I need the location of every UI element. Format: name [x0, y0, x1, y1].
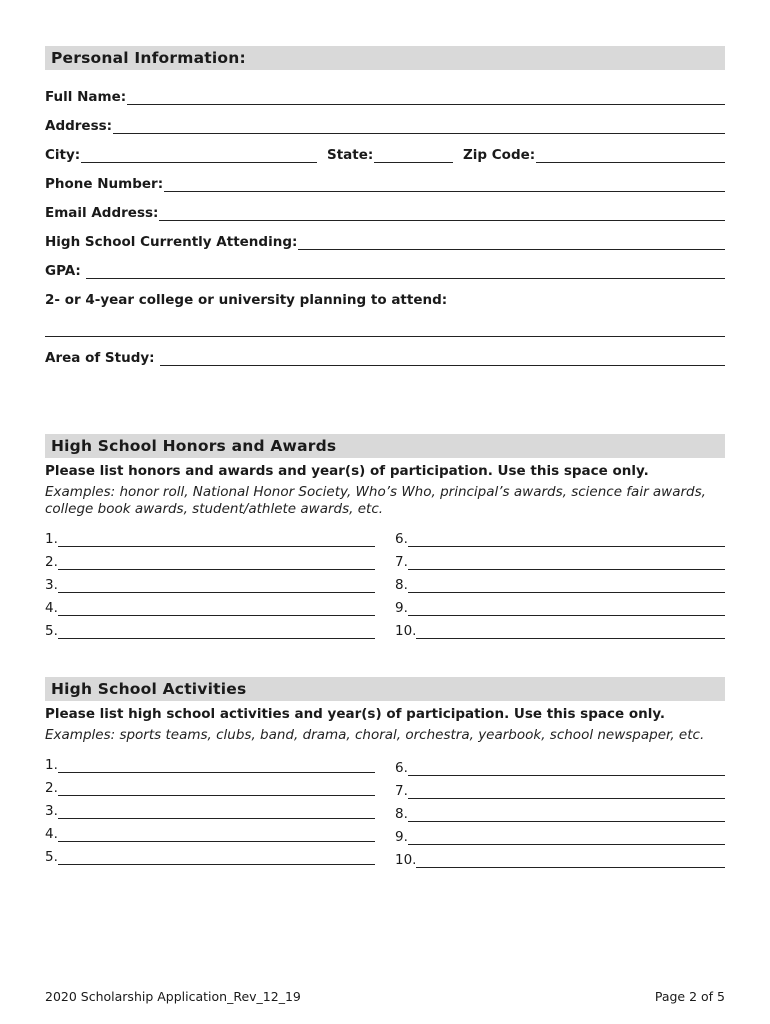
- honors-item-1: [45, 524, 375, 547]
- activities-left-column: [45, 750, 375, 868]
- activities-number: 2.: [45, 780, 58, 796]
- honors-number: 1.: [45, 531, 58, 547]
- honors-number: 9.: [395, 600, 408, 616]
- activities-number: 5.: [45, 849, 58, 865]
- activities-field-8[interactable]: [408, 807, 725, 822]
- activities-field-1[interactable]: [58, 758, 375, 773]
- activities-number: 10.: [395, 852, 417, 868]
- honors-field-2[interactable]: [58, 555, 375, 570]
- activities-item-1: [45, 750, 375, 773]
- college-line-row: [45, 310, 725, 339]
- honors-item-7: [395, 547, 725, 570]
- activities-item-9: [395, 822, 725, 845]
- honors-field-7[interactable]: [408, 555, 725, 570]
- activities-list: [45, 750, 725, 868]
- activities-item-10: [395, 845, 725, 868]
- gpa-label: GPA:: [45, 263, 81, 279]
- state-label: State:: [327, 147, 374, 163]
- activities-field-7[interactable]: [408, 784, 725, 799]
- activities-number: 9.: [395, 829, 408, 845]
- honors-instruction: Please list honors and awards and year(s) of participation. Use this space only.: [45, 463, 649, 479]
- honors-number: 10.: [395, 623, 417, 639]
- honors-number: 7.: [395, 554, 408, 570]
- activities-number: 8.: [395, 806, 408, 822]
- activities-field-9[interactable]: [408, 830, 725, 845]
- activities-number: 7.: [395, 783, 408, 799]
- activities-examples: Examples: sports teams, clubs, band, drama, choral, orchestra, yearbook, school newspaper, etc.: [45, 727, 705, 743]
- honors-field-3[interactable]: [58, 578, 375, 593]
- activities-number: 1.: [45, 757, 58, 773]
- activities-number: 4.: [45, 826, 58, 842]
- college-field[interactable]: [45, 320, 725, 337]
- activities-item-5: [45, 842, 375, 865]
- gpa-field[interactable]: [86, 262, 725, 279]
- honors-item-9: [395, 593, 725, 616]
- activities-field-6[interactable]: [408, 761, 725, 776]
- honors-number: 5.: [45, 623, 58, 639]
- activities-number: 3.: [45, 803, 58, 819]
- high-school-label: High School Currently Attending:: [45, 234, 298, 250]
- activities-item-8: [395, 799, 725, 822]
- activities-number: 6.: [395, 760, 408, 776]
- activities-field-5[interactable]: [58, 850, 375, 865]
- college-label: 2- or 4-year college or university planning to attend:: [45, 292, 448, 308]
- activities-header: High School Activities: [45, 677, 725, 701]
- address-label: Address:: [45, 118, 113, 134]
- honors-number: 3.: [45, 577, 58, 593]
- email-label: Email Address:: [45, 205, 159, 221]
- state-field[interactable]: [374, 146, 453, 163]
- footer-page-number: Page 2 of 5: [654, 989, 725, 1004]
- activities-right-column: [395, 750, 725, 868]
- honors-field-10[interactable]: [416, 624, 725, 639]
- honors-field-1[interactable]: [58, 532, 375, 547]
- honors-number: 6.: [395, 531, 408, 547]
- zip-label: Zip Code:: [463, 147, 536, 163]
- activities-field-10[interactable]: [416, 853, 725, 868]
- application-page: [45, 46, 725, 868]
- activities-instruction: Please list high school activities and year(s) of participation. Use this space only.: [45, 706, 666, 722]
- honors-item-6: [395, 524, 725, 547]
- full-name-field[interactable]: [127, 88, 725, 105]
- honors-item-8: [395, 570, 725, 593]
- honors-field-5[interactable]: [58, 624, 375, 639]
- honors-field-8[interactable]: [408, 578, 725, 593]
- zip-field[interactable]: [536, 146, 725, 163]
- area-of-study-field[interactable]: [160, 349, 725, 366]
- activities-item-7: [395, 776, 725, 799]
- honors-examples: Examples: honor roll, National Honor Society, Who’s Who, principal’s awards, science fair awards, college book awards, student/athlete awards, etc.: [45, 484, 706, 517]
- phone-field[interactable]: [164, 175, 725, 192]
- address-field[interactable]: [113, 117, 725, 134]
- honors-left-column: [45, 524, 375, 639]
- city-field[interactable]: [81, 146, 317, 163]
- activities-item-3: [45, 796, 375, 819]
- activities-item-6: [395, 753, 725, 776]
- honors-field-9[interactable]: [408, 601, 725, 616]
- footer-document-name: 2020 Scholarship Application_Rev_12_19: [45, 989, 301, 1004]
- high-school-row: [45, 223, 725, 252]
- honors-field-4[interactable]: [58, 601, 375, 616]
- city-label: City:: [45, 147, 81, 163]
- activities-field-2[interactable]: [58, 781, 375, 796]
- honors-number: 2.: [45, 554, 58, 570]
- honors-right-column: [395, 524, 725, 639]
- honors-number: 4.: [45, 600, 58, 616]
- honors-item-2: [45, 547, 375, 570]
- honors-number: 8.: [395, 577, 408, 593]
- personal-info-header: Personal Information:: [45, 46, 725, 70]
- college-row: [45, 281, 725, 310]
- honors-item-3: [45, 570, 375, 593]
- honors-field-6[interactable]: [408, 532, 725, 547]
- address-row: [45, 107, 725, 136]
- city-state-zip-row: [45, 136, 725, 165]
- email-row: [45, 194, 725, 223]
- honors-header: High School Honors and Awards: [45, 434, 725, 458]
- full-name-row: [45, 78, 725, 107]
- activities-item-2: [45, 773, 375, 796]
- full-name-label: Full Name:: [45, 89, 127, 105]
- honors-item-4: [45, 593, 375, 616]
- honors-list: [45, 524, 725, 639]
- area-of-study-row: [45, 339, 725, 368]
- phone-row: [45, 165, 725, 194]
- activities-item-4: [45, 819, 375, 842]
- honors-item-10: [395, 616, 725, 639]
- high-school-field[interactable]: [298, 233, 725, 250]
- gpa-row: [45, 252, 725, 281]
- activities-field-3[interactable]: [58, 804, 375, 819]
- activities-field-4[interactable]: [58, 827, 375, 842]
- honors-item-5: [45, 616, 375, 639]
- email-field[interactable]: [159, 204, 725, 221]
- phone-label: Phone Number:: [45, 176, 164, 192]
- area-of-study-label: Area of Study:: [45, 350, 155, 366]
- page-footer: [45, 989, 725, 1004]
